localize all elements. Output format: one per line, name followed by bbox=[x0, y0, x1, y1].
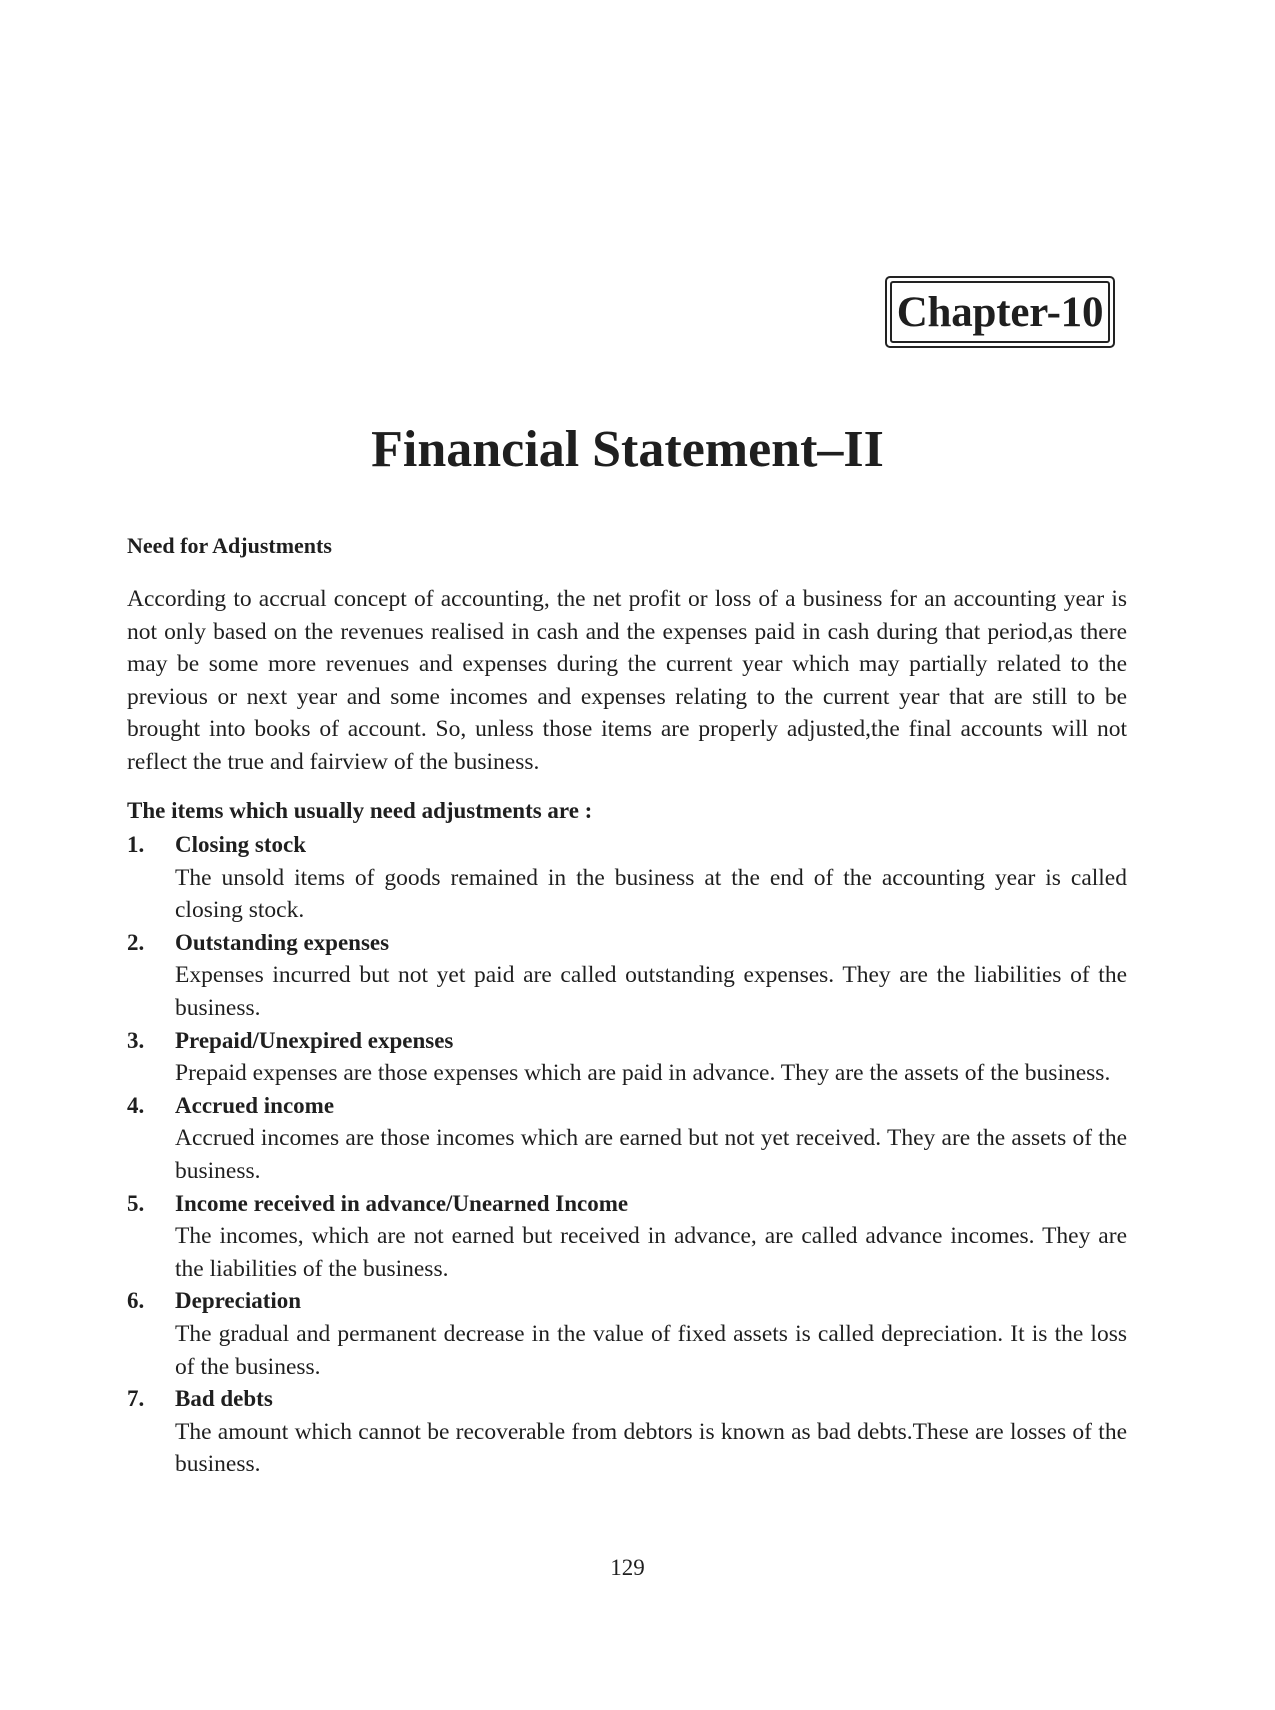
page-title: Financial Statement–II bbox=[371, 421, 884, 478]
list-item-description: The amount which cannot be recoverable from debtors is known as bad debts.These are losses of the business. bbox=[175, 1418, 1127, 1478]
list-item-title: Income received in advance/Unearned Income bbox=[175, 1190, 629, 1216]
list-item-income-received-in-advance bbox=[127, 1188, 1127, 1286]
list-item-number: 6. bbox=[127, 1288, 145, 1314]
list-item-description: The gradual and permanent decrease in the value of fixed assets is called depreciation. It is the loss of the business. bbox=[175, 1320, 1127, 1380]
adjustment-list bbox=[127, 829, 1127, 1481]
list-item-title: Prepaid/Unexpired expenses bbox=[175, 1027, 454, 1053]
list-item-number: 3. bbox=[127, 1027, 145, 1053]
list-item-number: 2. bbox=[127, 929, 145, 955]
list-item-description: The incomes, which are not earned but received in advance, are called advance incomes. They are the liabilities of the business. bbox=[175, 1223, 1127, 1282]
list-item-title: Accrued income bbox=[175, 1092, 335, 1118]
intro-paragraph: According to accrual concept of accounting, the net profit or loss of a business for an accounting year is not only based on the revenues realised in cash and the expenses paid in cash during that period,as there may be some more revenues and expenses during the current year which may partially related to the previous or next year and some incomes and expenses relating to the current year that are still to be brought into books of account. So, unless those items are properly adjusted,the final accounts will not reflect the true and fairview of the business. bbox=[127, 586, 1127, 775]
list-item-number: 5. bbox=[127, 1190, 145, 1216]
page-number: 129 bbox=[610, 1555, 645, 1580]
items-intro: The items which usually need adjustments are : bbox=[127, 798, 593, 823]
chapter-label-box bbox=[885, 276, 1115, 348]
list-item-closing-stock bbox=[127, 829, 1127, 927]
list-item-description: Accrued incomes are those incomes which are earned but not yet received. They are the assets of the business. bbox=[175, 1125, 1127, 1184]
list-item-outstanding-expenses bbox=[127, 927, 1127, 1025]
list-item-number: 7. bbox=[127, 1386, 145, 1412]
list-item-title: Outstanding expenses bbox=[175, 929, 390, 955]
list-item-title: Closing stock bbox=[175, 832, 306, 857]
list-item-accrued-income bbox=[127, 1090, 1127, 1188]
list-item-depreciation bbox=[127, 1285, 1127, 1383]
section-heading: Need for Adjustments bbox=[127, 533, 332, 558]
list-item-description: The unsold items of goods remained in the business at the end of the accounting year is called closing stock. bbox=[175, 864, 1127, 924]
list-item-bad-debts bbox=[127, 1383, 1127, 1481]
list-item-number: 1. bbox=[127, 832, 145, 857]
list-item-prepaid-expenses bbox=[127, 1025, 1127, 1090]
chapter-label: Chapter-10 bbox=[896, 288, 1104, 336]
list-item-description: Expenses incurred but not yet paid are called outstanding expenses. They are the liabilities of the business. bbox=[175, 962, 1127, 1021]
list-item-description: Prepaid expenses are those expenses which are paid in advance. They are the assets of the business. bbox=[175, 1060, 1111, 1087]
chapter-label-frame bbox=[890, 281, 1110, 343]
list-item-number: 4. bbox=[127, 1092, 145, 1118]
list-item-title: Depreciation bbox=[175, 1288, 302, 1314]
list-item-title: Bad debts bbox=[175, 1386, 273, 1412]
